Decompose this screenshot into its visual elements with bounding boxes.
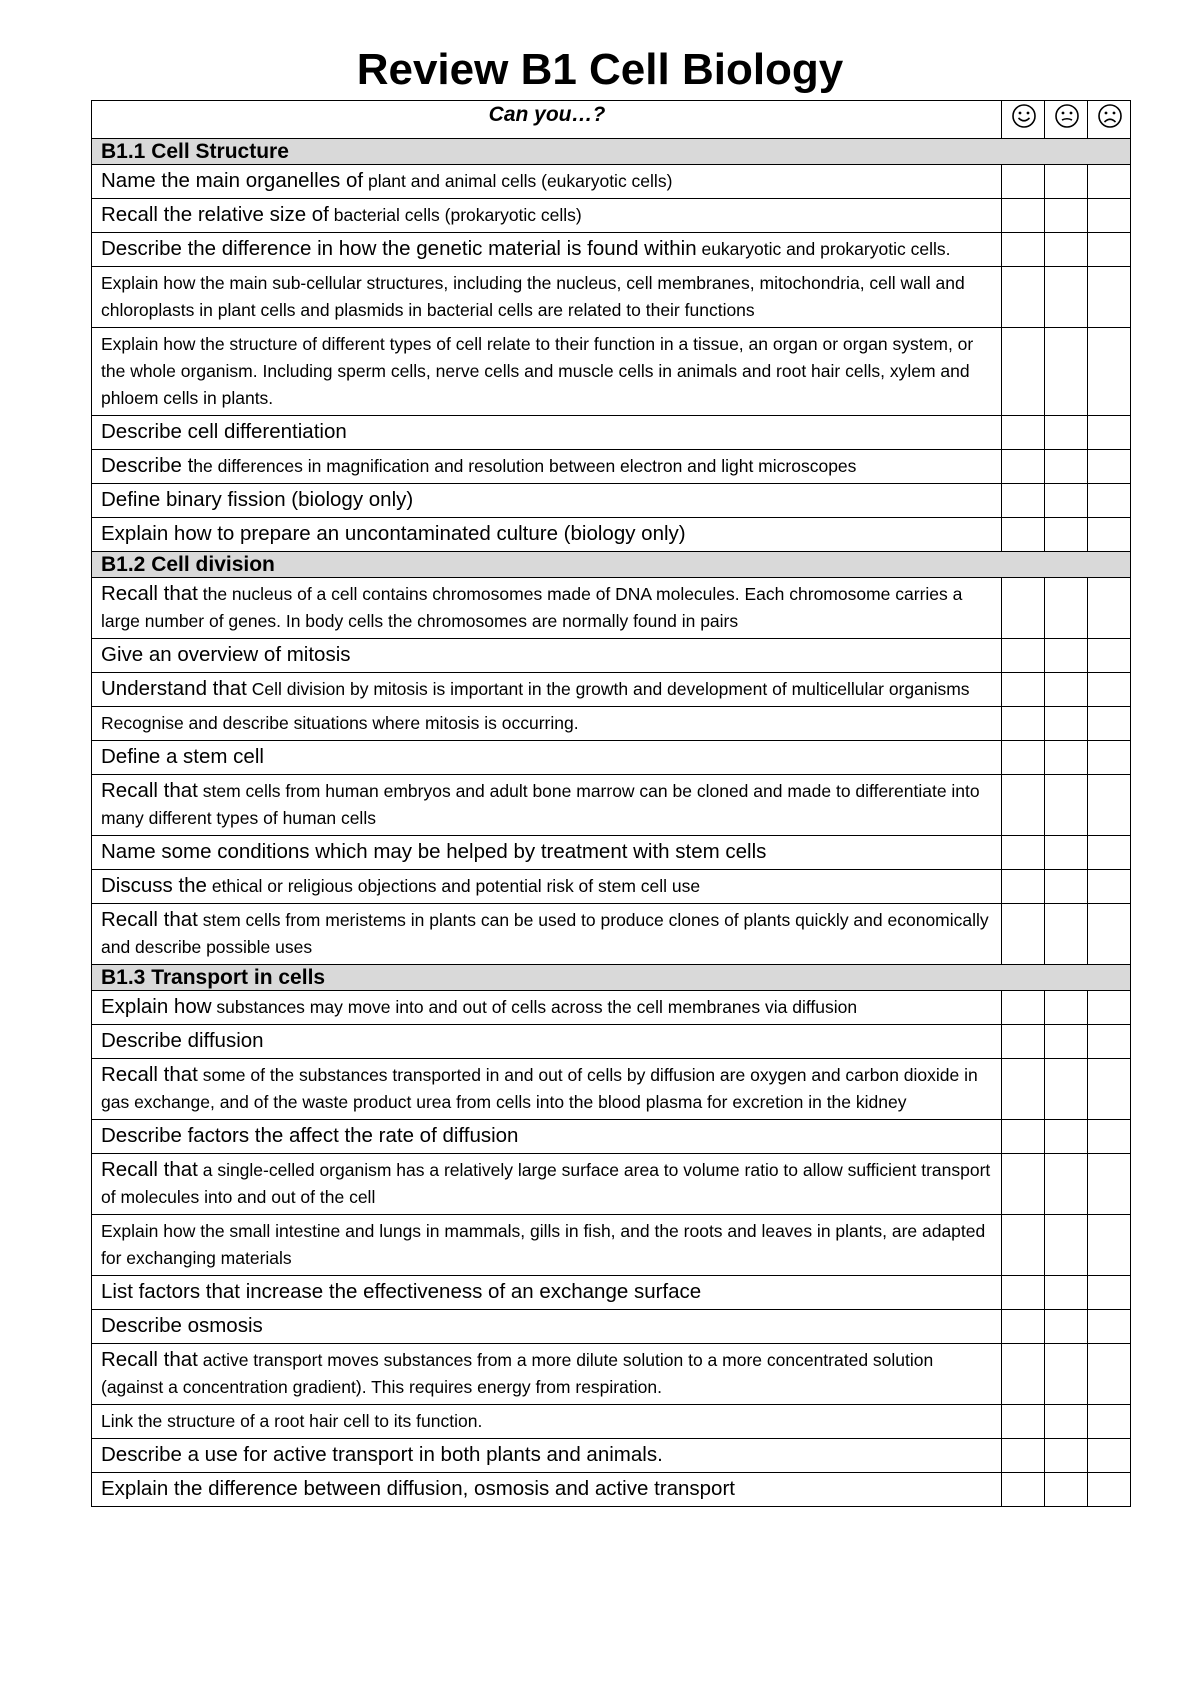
not-confident-tick-box[interactable] [1088, 484, 1131, 518]
skill-statement [92, 165, 1002, 199]
confident-tick-box[interactable] [1002, 484, 1045, 518]
confident-tick-box[interactable] [1002, 578, 1045, 639]
skill-row [92, 450, 1131, 484]
skill-command-words: Explain the difference between diffusion, osmosis and active transport [101, 1477, 735, 1500]
not-confident-tick-box[interactable] [1088, 518, 1131, 552]
skill-row [92, 1025, 1131, 1059]
skill-statement [92, 328, 1002, 416]
skill-command-words: Recall that [101, 1348, 198, 1371]
skill-row [92, 165, 1131, 199]
skill-row [92, 991, 1131, 1025]
unsure-tick-box[interactable] [1045, 1276, 1088, 1310]
skill-row [92, 518, 1131, 552]
not-confident-tick-box[interactable] [1088, 1439, 1131, 1473]
skill-row [92, 707, 1131, 741]
skill-command-words: Discuss the [101, 874, 207, 897]
confident-column-header [1002, 101, 1045, 139]
skill-command-words: Describe osmosis [101, 1314, 263, 1337]
unsure-tick-box[interactable] [1045, 639, 1088, 673]
confident-tick-box[interactable] [1002, 1310, 1045, 1344]
skill-statement [92, 267, 1002, 328]
skill-row [92, 328, 1131, 416]
unsure-tick-box[interactable] [1045, 518, 1088, 552]
unsure-tick-box[interactable] [1045, 578, 1088, 639]
skill-detail: the nucleus of a cell contains chromosomes made of DNA molecules. Each chromosome carries a large number of genes. In body cells the chromosomes are normally found in pairs [101, 584, 963, 631]
confident-tick-box[interactable] [1002, 870, 1045, 904]
skill-row [92, 1439, 1131, 1473]
unsure-tick-box[interactable] [1045, 836, 1088, 870]
skill-statement [92, 639, 1002, 673]
skill-detail: stem cells from meristems in plants can be used to produce clones of plants quickly and economically and describe possible uses [101, 910, 989, 957]
unsure-tick-box[interactable] [1045, 1154, 1088, 1215]
confident-tick-box[interactable] [1002, 904, 1045, 965]
not-confident-tick-box[interactable] [1088, 165, 1131, 199]
confident-tick-box[interactable] [1002, 1059, 1045, 1120]
skill-row [92, 1405, 1131, 1439]
skill-command-words: Explain how [101, 995, 212, 1018]
skill-command-words: Name some conditions which may be helped by treatment with stem cells [101, 840, 767, 863]
unsure-tick-box[interactable] [1045, 775, 1088, 836]
section-heading-row [92, 965, 1131, 991]
skill-detail: Cell division by mitosis is important in the growth and development of multicellular organisms [246, 679, 970, 699]
skill-detail: Link the structure of a root hair cell to its function. [101, 1411, 483, 1431]
section-heading-row [92, 139, 1131, 165]
skill-row [92, 1059, 1131, 1120]
skill-statement [92, 1120, 1002, 1154]
skill-statement [92, 775, 1002, 836]
confident-tick-box[interactable] [1002, 267, 1045, 328]
skill-detail: some of the substances transported in and out of cells by diffusion are oxygen and carbon dioxide in gas exchange, and of the waste product urea from cells into the blood plasma for excretion in the kidney [101, 1065, 978, 1112]
skill-row [92, 1276, 1131, 1310]
can-you-header: Can you…? [92, 101, 1002, 139]
review-checklist-table [91, 100, 1131, 1507]
unsure-tick-box[interactable] [1045, 267, 1088, 328]
confident-tick-box[interactable] [1002, 639, 1045, 673]
skill-statement [92, 1215, 1002, 1276]
skill-detail: stem cells from human embryos and adult bone marrow can be cloned and made to differentiate into many different types of human cells [101, 781, 980, 828]
unsure-tick-box[interactable] [1045, 165, 1088, 199]
skill-row [92, 741, 1131, 775]
confident-tick-box[interactable] [1002, 1473, 1045, 1507]
unsure-column-header [1045, 101, 1088, 139]
not-confident-tick-box[interactable] [1088, 199, 1131, 233]
skill-statement [92, 991, 1002, 1025]
skill-statement [92, 1439, 1002, 1473]
unsure-tick-box[interactable] [1045, 1405, 1088, 1439]
not-confident-tick-box[interactable] [1088, 991, 1131, 1025]
skill-command-words: Describe a use for active transport in both plants and animals. [101, 1443, 663, 1466]
not-confident-tick-box[interactable] [1088, 578, 1131, 639]
not-confident-tick-box[interactable] [1088, 267, 1131, 328]
skill-row [92, 639, 1131, 673]
skill-statement [92, 673, 1002, 707]
confident-tick-box[interactable] [1002, 165, 1045, 199]
skill-row [92, 1344, 1131, 1405]
confident-tick-box[interactable] [1002, 1344, 1045, 1405]
not-confident-tick-box[interactable] [1088, 1059, 1131, 1120]
skill-detail: bacterial cells (prokaryotic cells) [328, 205, 582, 225]
skill-row [92, 416, 1131, 450]
not-confident-tick-box[interactable] [1088, 1276, 1131, 1310]
not-confident-tick-box[interactable] [1088, 1344, 1131, 1405]
skill-command-words: Explain how to prepare an uncontaminated culture (biology only) [101, 522, 686, 545]
unsure-tick-box[interactable] [1045, 1215, 1088, 1276]
skill-statement [92, 484, 1002, 518]
skill-row [92, 267, 1131, 328]
skill-row [92, 484, 1131, 518]
section-heading: B1.2 Cell division [92, 552, 1131, 578]
confident-tick-box[interactable] [1002, 199, 1045, 233]
unsure-tick-box[interactable] [1045, 904, 1088, 965]
header-row [92, 101, 1131, 139]
unsure-tick-box[interactable] [1045, 199, 1088, 233]
not-confident-tick-box[interactable] [1088, 904, 1131, 965]
not-confident-tick-box[interactable] [1088, 775, 1131, 836]
section-heading: B1.1 Cell Structure [92, 139, 1131, 165]
not-confident-column-header [1088, 101, 1131, 139]
confident-tick-box[interactable] [1002, 416, 1045, 450]
unsure-tick-box[interactable] [1045, 1025, 1088, 1059]
skill-detail: plant and animal cells (eukaryotic cells) [363, 171, 673, 191]
skill-command-words: Recall the relative size of [101, 203, 329, 226]
skill-statement [92, 199, 1002, 233]
not-confident-tick-box[interactable] [1088, 328, 1131, 416]
not-confident-tick-box[interactable] [1088, 1025, 1131, 1059]
skill-row [92, 1154, 1131, 1215]
unsure-tick-box[interactable] [1045, 1439, 1088, 1473]
unsure-tick-box[interactable] [1045, 416, 1088, 450]
skill-command-words: Give an overview of mitosis [101, 643, 351, 666]
skill-statement [92, 416, 1002, 450]
skill-detail: eukaryotic and prokaryotic cells. [696, 239, 951, 259]
unsure-tick-box[interactable] [1045, 1473, 1088, 1507]
skill-detail: a single-celled organism has a relatively large surface area to volume ratio to allow sufficient transport of molecules into and out of the cell [101, 1160, 991, 1207]
skill-row [92, 673, 1131, 707]
not-confident-tick-box[interactable] [1088, 1473, 1131, 1507]
page-title: Review B1 Cell Biology [356, 45, 844, 94]
skill-statement [92, 1473, 1002, 1507]
section-heading-row [92, 552, 1131, 578]
skill-command-words: List factors that increase the effectiveness of an exchange surface [101, 1280, 702, 1303]
not-confident-tick-box[interactable] [1088, 1215, 1131, 1276]
neutral-face-icon [1054, 103, 1080, 129]
unsure-tick-box[interactable] [1045, 707, 1088, 741]
not-confident-tick-box[interactable] [1088, 1120, 1131, 1154]
skill-detail: Explain how the small intestine and lungs in mammals, gills in fish, and the roots and leaves in plants, are adapted for exchanging materials [101, 1221, 986, 1268]
skill-detail: active transport moves substances from a more dilute solution to a more concentrated solution (against a concentration gradient). This requires energy from respiration. [101, 1350, 934, 1397]
skill-row [92, 904, 1131, 965]
unsure-tick-box[interactable] [1045, 1310, 1088, 1344]
unsure-tick-box[interactable] [1045, 1059, 1088, 1120]
skill-statement [92, 1059, 1002, 1120]
confident-tick-box[interactable] [1002, 518, 1045, 552]
confident-tick-box[interactable] [1002, 673, 1045, 707]
unsure-tick-box[interactable] [1045, 741, 1088, 775]
skill-command-words: Recall that [101, 582, 198, 605]
skill-detail: ethical or religious objections and potential risk of stem cell use [206, 876, 701, 896]
skill-command-words: Describe cell differentiation [101, 420, 347, 443]
skill-row [92, 199, 1131, 233]
skill-statement [92, 1310, 1002, 1344]
skill-statement [92, 1154, 1002, 1215]
skill-statement [92, 904, 1002, 965]
skill-command-words: Define binary fission (biology only) [101, 488, 414, 511]
not-confident-tick-box[interactable] [1088, 836, 1131, 870]
skill-command-words: Recall that [101, 908, 198, 931]
skill-command-words: Describe the difference in how the genetic material is found within [101, 237, 697, 260]
skill-statement [92, 450, 1002, 484]
confident-tick-box[interactable] [1002, 775, 1045, 836]
not-confident-tick-box[interactable] [1088, 233, 1131, 267]
confident-tick-box[interactable] [1002, 328, 1045, 416]
confident-tick-box[interactable] [1002, 707, 1045, 741]
skill-statement [92, 836, 1002, 870]
confident-tick-box[interactable] [1002, 233, 1045, 267]
unsure-tick-box[interactable] [1045, 991, 1088, 1025]
unsure-tick-box[interactable] [1045, 450, 1088, 484]
skill-detail: Explain how the main sub-cellular structures, including the nucleus, cell membranes, mitochondria, cell wall and chloroplasts in plant cells and plasmids in bacterial cells are related to their functions [101, 273, 965, 320]
confident-tick-box[interactable] [1002, 450, 1045, 484]
not-confident-tick-box[interactable] [1088, 639, 1131, 673]
skill-statement [92, 518, 1002, 552]
smiling-face-icon [1011, 103, 1037, 129]
not-confident-tick-box[interactable] [1088, 707, 1131, 741]
skill-statement [92, 741, 1002, 775]
confident-tick-box[interactable] [1002, 1025, 1045, 1059]
frowning-face-icon [1097, 103, 1123, 129]
confident-tick-box[interactable] [1002, 1405, 1045, 1439]
not-confident-tick-box[interactable] [1088, 1405, 1131, 1439]
skill-statement [92, 707, 1002, 741]
skill-row [92, 1310, 1131, 1344]
confident-tick-box[interactable] [1002, 741, 1045, 775]
not-confident-tick-box[interactable] [1088, 741, 1131, 775]
skill-command-words: Describe factors the affect the rate of diffusion [101, 1124, 519, 1147]
not-confident-tick-box[interactable] [1088, 1154, 1131, 1215]
skill-row [92, 1215, 1131, 1276]
skill-statement [92, 233, 1002, 267]
skill-detail: Recognise and describe situations where mitosis is occurring. [101, 713, 579, 733]
skill-row [92, 1473, 1131, 1507]
confident-tick-box[interactable] [1002, 1120, 1045, 1154]
unsure-tick-box[interactable] [1045, 328, 1088, 416]
skill-command-words: Recall that [101, 779, 198, 802]
skill-row [92, 1120, 1131, 1154]
skill-row [92, 233, 1131, 267]
unsure-tick-box[interactable] [1045, 1344, 1088, 1405]
skill-row [92, 578, 1131, 639]
unsure-tick-box[interactable] [1045, 673, 1088, 707]
skill-statement [92, 870, 1002, 904]
skill-detail: substances may move into and out of cells across the cell membranes via diffusion [211, 997, 858, 1017]
skill-statement [92, 578, 1002, 639]
skill-command-words: Recall that [101, 1063, 198, 1086]
section-heading: B1.3 Transport in cells [92, 965, 1131, 991]
confident-tick-box[interactable] [1002, 836, 1045, 870]
unsure-tick-box[interactable] [1045, 1120, 1088, 1154]
skill-command-words: Describe diffusion [101, 1029, 264, 1052]
confident-tick-box[interactable] [1002, 1154, 1045, 1215]
not-confident-tick-box[interactable] [1088, 1310, 1131, 1344]
unsure-tick-box[interactable] [1045, 870, 1088, 904]
skill-detail: he differences in magnification and resolution between electron and light microscopes [193, 456, 857, 476]
not-confident-tick-box[interactable] [1088, 673, 1131, 707]
skill-command-words: Understand that [101, 677, 247, 700]
skill-command-words: Describe t [101, 454, 194, 477]
skill-statement [92, 1344, 1002, 1405]
skill-statement [92, 1405, 1002, 1439]
skill-command-words: Define a stem cell [101, 745, 264, 768]
confident-tick-box[interactable] [1002, 1439, 1045, 1473]
skill-command-words: Recall that [101, 1158, 198, 1181]
confident-tick-box[interactable] [1002, 1215, 1045, 1276]
not-confident-tick-box[interactable] [1088, 416, 1131, 450]
skill-statement [92, 1276, 1002, 1310]
skill-statement [92, 1025, 1002, 1059]
confident-tick-box[interactable] [1002, 991, 1045, 1025]
skill-detail: Explain how the structure of different types of cell relate to their function in a tissue, an organ or organ system, or the whole organism. Including sperm cells, nerve cells and muscle cells in animals and root hair cells, xylem and phloem cells in plants. [101, 334, 974, 408]
confident-tick-box[interactable] [1002, 1276, 1045, 1310]
skill-row [92, 836, 1131, 870]
skill-row [92, 775, 1131, 836]
not-confident-tick-box[interactable] [1088, 450, 1131, 484]
skill-command-words: Name the main organelles of [101, 169, 364, 192]
skill-row [92, 870, 1131, 904]
not-confident-tick-box[interactable] [1088, 870, 1131, 904]
unsure-tick-box[interactable] [1045, 233, 1088, 267]
unsure-tick-box[interactable] [1045, 484, 1088, 518]
